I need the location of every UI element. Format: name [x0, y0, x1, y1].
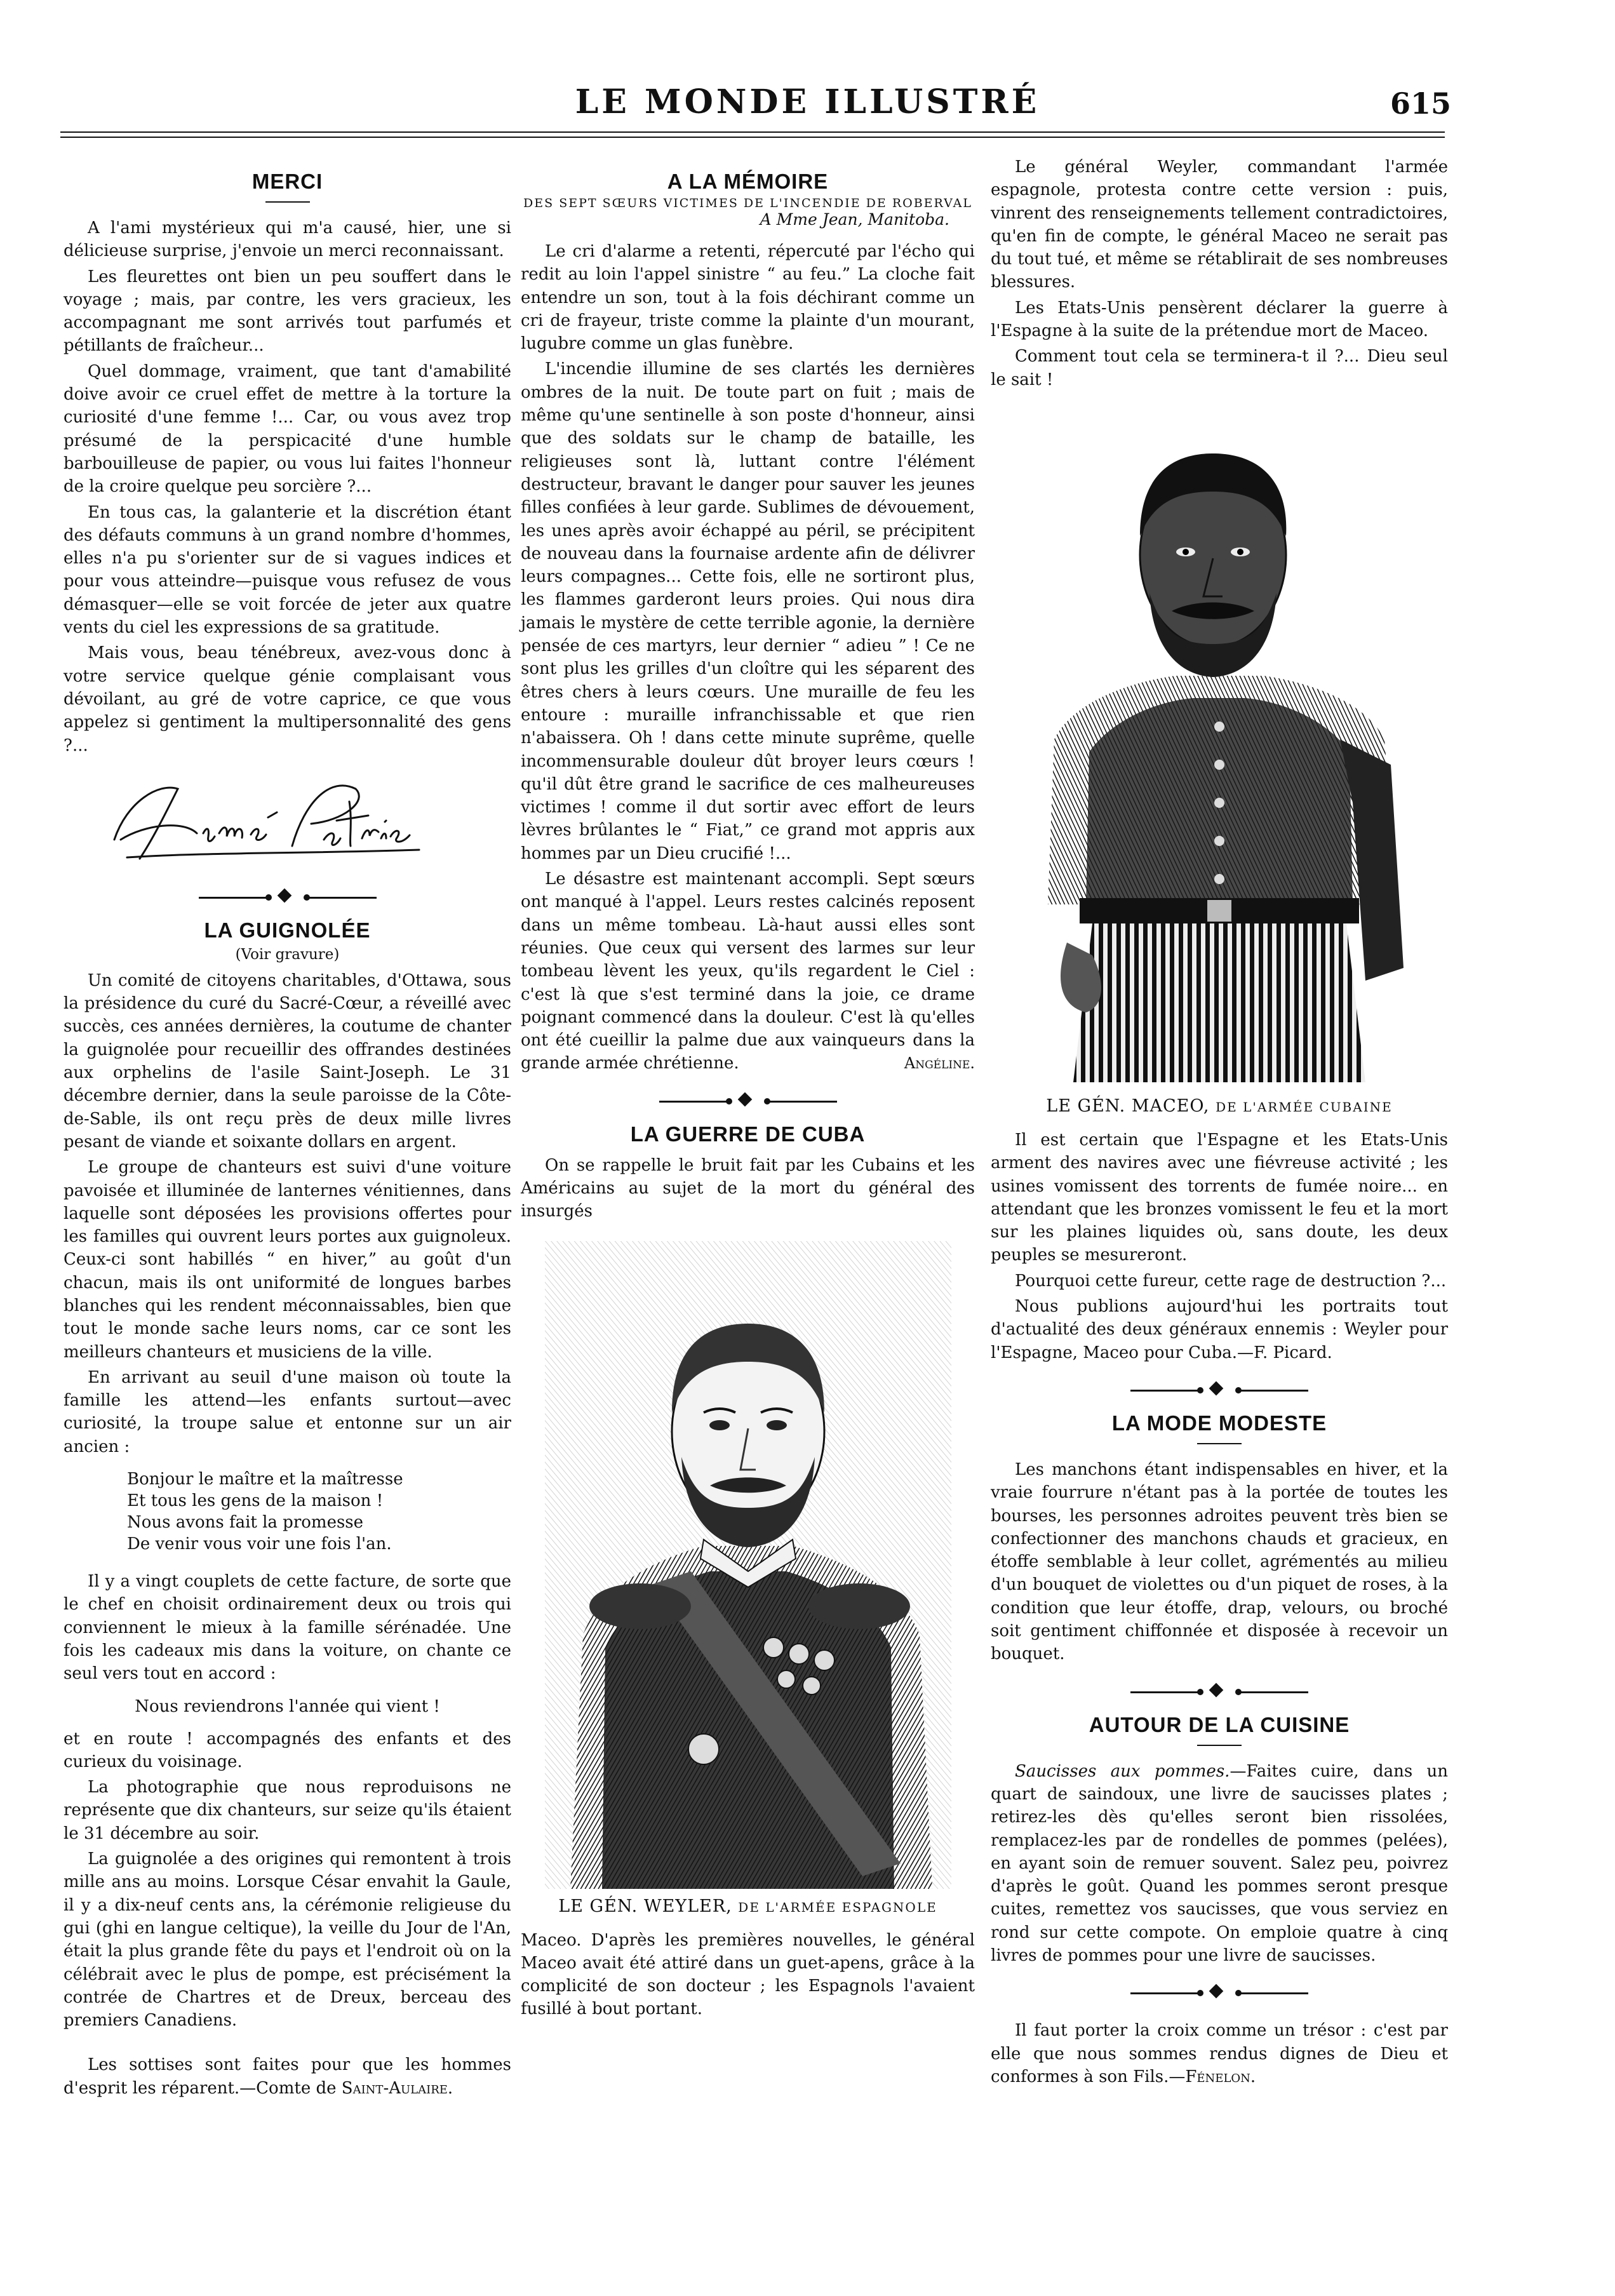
closing-quote	[64, 2053, 511, 2100]
cuisine-heading: AUTOUR DE LA CUISINE	[1089, 1712, 1350, 1736]
weyler-portrait-image	[545, 1241, 951, 1889]
memoire-heading: A LA MÉMOIRE	[667, 170, 829, 193]
guignolee-heading: LA GUIGNOLÉE	[204, 918, 371, 942]
merci-paragraph: A l'ami mystérieux qui m'a causé, hier, une si délicieuse surprise, j'envoie un merci reconnaissant.	[64, 218, 511, 261]
verse-line: Et tous les gens de la maison !	[127, 1491, 384, 1511]
section-ornament	[1130, 1685, 1308, 1699]
handwritten-signature	[102, 763, 457, 871]
cuba-paragraph: Le général Weyler, commandant l'armée espagnole, protesta contre cette version : puis, vinrent des renseignements tellement contradictoires, qu'en fin de compte, le général Maceo ne serait pas du tout tué, et même se rétablirait de ses nombreuses blessures.	[991, 158, 1448, 292]
recipe-title: Saucisses aux pommes.	[1015, 1761, 1230, 1781]
quote-author: Fénelon.	[1185, 2067, 1256, 2086]
section-ornament	[1130, 1986, 1308, 2000]
heading-rule	[1197, 1745, 1242, 1746]
heading-rule	[1197, 1443, 1242, 1444]
weyler-caption-sub: DE L'ARMÉE ESPAGNOLE	[738, 1899, 937, 1915]
memoire-paragraph: L'incendie illumine de ses clartés les dernières ombres de la nuit. De toute part on fuit ; mais de même qu'une sentinelle à son poste d'honneur, ainsi que des soldats sur le champ de bataille, les religieuses sont là, luttant contre l'élément destructeur, bravant le danger pour sauver les jeunes filles confiées à leur garde. Sublimes de dévouement, les unes après avoir échappé au péril, se précipitent de nouveau dans la fournaise ardente afin de délivrer leurs compagnes... Cette fois, elle ne sortiront plus, les flammes garderont leurs proies. Qui nous dira jamais le mystère de cette terrible agonie, la dernière pensée de ces martyrs, leur dernier “ adieu ” ! Ce ne sont plus les grilles d'un cloître qui les séparent des êtres chers à leurs cœurs. Une muraille de feu les entoure : muraille infranchissable et que rien n'abaissera. Oh ! dans cette minute suprême, quelle incommensurable douleur dût broyer leurs cœurs ! qu'il dût être grand le sacrifice de ces malheureuses victimes ! comme il dut sortir avec effort de leurs lèvres brûlantes le “ Fiat,” ce grand mot appris aux hommes par un Dieu crucifié !...	[521, 359, 975, 863]
closing-quote	[991, 2019, 1448, 2088]
verse-line: De venir vous voir une fois l'an.	[127, 1534, 392, 1554]
section-ornament	[1130, 1383, 1308, 1397]
masthead-title: LE MONDE ILLUSTRÉ	[575, 83, 1040, 121]
quote-author: Saint-Aulaire.	[341, 2078, 453, 2098]
guignolee-paragraph: En arrivant au seuil d'une maison où toute la famille les attend—les enfants surtout—avec curiosité, la troupe salue et entonne sur un air ancien :	[64, 1367, 511, 1456]
section-ornament	[199, 890, 377, 904]
verse-line: Bonjour le maître et la maîtresse	[127, 1470, 403, 1489]
cuba-paragraph: Nous publions aujourd'hui les portraits tout d'actualité des deux généraux ennemis : Weyler pour l'Espagne, Maceo pour Cuba.—F. Picard.	[991, 1297, 1448, 1362]
maceo-portrait-image	[1010, 409, 1429, 1089]
quote-text: Les sottises sont faites pour que les hommes d'esprit les réparent.—Comte de	[64, 2055, 511, 2098]
section-ornament	[659, 1094, 837, 1108]
quote-text: Il faut porter la croix comme un trésor : c'est par elle que nous sommes rendus dignes de Dieu et conformes à son Fils.—	[991, 2021, 1448, 2086]
merci-paragraph: Mais vous, beau ténébreux, avez-vous donc à votre service quelque génie complaisant vous dévoilant, au gré de votre caprice, ce que vous appelez si gentiment la multipersonnalité des gens ?...	[64, 643, 511, 755]
maceo-caption-sub: DE L'ARMÉE CUBAINE	[1216, 1099, 1393, 1115]
header-rule	[60, 131, 1445, 138]
mode-paragraph: Les manchons étant indispensables en hiver, et la vraie fourrure n'étant pas à la portée de toutes les bourses, les personnes adroites peuvent très bien se confectionner des manchons chauds et gracieux, en étoffe semblable à leur collet, agrémentés au milieu d'un bouquet de violettes ou d'un piquet de roses, à la condition que leur étoffe, drap, velours, ou broché soit gentiment chiffonnée et disposée à recevoir un bouquet.	[991, 1460, 1448, 1664]
memoire-dedicatee: A Mme Jean, Manitoba.	[760, 210, 949, 229]
cuba-paragraph: Les Etats-Unis pensèrent déclarer la guerre à l'Espagne à la suite de la prétendue mort de Maceo.	[991, 298, 1448, 341]
guignolee-paragraph: et en route ! accompagnés des enfants et des curieux du voisinage.	[64, 1729, 511, 1771]
merci-paragraph: Les fleurettes ont bien un peu souffert dans le voyage ; mais, par contre, les vers gracieux, les accompagnant me sont arrivés tout parfumés et pétillants de fraîcheur...	[64, 267, 511, 356]
heading-rule	[265, 201, 310, 203]
cuisine-paragraph	[991, 1760, 1448, 1968]
cuba-paragraph: Pourquoi cette fureur, cette rage de destruction ?...	[1015, 1271, 1447, 1291]
merci-paragraph: En tous cas, la galanterie et la discrétion étant des défauts communs à un grand nombre d'hommes, elles n'a pu s'orienter sur de si vagues indices et pour vous atteindre—puisque vous refusez de vous démasquer—elle se voit forcée de jeter aux quatre vents du ciel les expressions de sa gratitude.	[64, 502, 511, 638]
memoire-author: Angéline.	[904, 1054, 975, 1073]
guignolee-paragraph: Un comité de citoyens charitables, d'Ottawa, sous la présidence du curé du Sacré-Cœur, a réveillé avec succès, ces années dernières, la coutume de chanter la guignolée pour recueillir des offrandes destinées aux orphelins de l'asile Saint-Joseph. Le 31 décembre dernier, dans la seule paroisse de la Côte-de-Sable, ils ont reçu près de deux mille livres pesant de viande et soixante dollars en argent.	[64, 970, 511, 1151]
cuba-paragraph: Il est certain que l'Espagne et les Etats-Unis arment des navires avec une fiévreuse activité ; les usines vomissent des torrents de fumée noire... en attendant que les bronzes vomissent le feu et la mort sur les plaines liquides où, sans doute, les deux peuples se mesureront.	[991, 1130, 1448, 1265]
maceo-caption-name: LE GÉN. MACEO,	[1046, 1096, 1210, 1116]
weyler-caption-name: LE GÉN. WEYLER,	[558, 1896, 732, 1916]
guignolee-paragraph: Il y a vingt couplets de cette facture, de sorte que le chef en choisit ordinairement deux ou trois qui conviennent le mieux à la famille sérénadée. Une fois les cadeaux mis dans la voiture, on chante ce seul vers tout en accord :	[64, 1572, 511, 1684]
weyler-caption	[521, 1897, 975, 1916]
mode-heading: LA MODE MODESTE	[1111, 1411, 1327, 1435]
page-number: 615	[1390, 86, 1451, 121]
song-refrain: Nous reviendrons l'année qui vient !	[135, 1696, 440, 1716]
verse-line: Nous avons fait la promesse	[127, 1513, 364, 1533]
merci-heading: MERCI	[251, 170, 323, 193]
cuba-heading: LA GUERRE DE CUBA	[630, 1122, 866, 1146]
memoire-dedication: DES SEPT SŒURS VICTIMES DE L'INCENDIE DE ROBERVAL	[523, 196, 972, 210]
merci-paragraph: Quel dommage, vraiment, que tant d'amabilité doive avoir ce cruel effet de mettre à la torture la curiosité d'une femme !... Car, ou vous avez trop présumé de la perspicacité d'une humble barbouilleuse de papier, ou vous lui faites l'honneur de la croire quelque peu sorcière ?...	[64, 361, 511, 497]
column-3	[991, 156, 1448, 2091]
memoire-text: Le désastre est maintenant accompli. Sept sœurs ont manqué à l'appel. Leurs restes calcinés reposent dans un même tombeau. Là-haut aussi elles sont réunies. Que ceux qui versent des larmes sur leur tombeau lèvent les yeux, qu'ils regardent le Ciel : c'est là que s'est terminé dans la joie, ce drame poignant commencé dans la douleur. C'est là qu'elles ont été cueillir la palme due aux vainqueurs dans la grande armée chrétienne.	[521, 869, 975, 1073]
guignolee-paragraph: La guignolée a des origines qui remontent à trois mille ans au moins. Lorsque César envahit la Gaule, il y a dix-neuf cents ans, la cérémonie religieuse du gui (ghi en langue celtique), la veille du Jour de l'An, était la plus grande fête du pays et l'endroit où on la célébrait avec le plus de pompe, est précisément la contrée de Chartres et de Dreux, berceau des premiers Canadiens.	[64, 1850, 511, 2031]
song-verse	[127, 1468, 511, 1555]
cuba-paragraph: Maceo. D'après les premières nouvelles, le général Maceo avait été attiré dans un guet-apens, grâce à la complicité de son docteur ; les Espagnols l'avaient fusillé à bout portant.	[521, 1930, 975, 2019]
recipe-text: —Faites cuire, dans un quart de saindoux, une livre de saucisses plates ; retirez-les dès qu'elles seront bien rissolées, remplacez-les par de rondelles de pommes (pelées), en ayant soin de remuer souvent. Salez peu, poivrez d'après le goût. Quand les pommes seront presque cuites, remettez vos saucisses, que vous serviez en rond sur cette compote. On emploie quatre à cinq livres de pommes pour une livre de saucisses.	[991, 1761, 1448, 1965]
cuba-intro: On se rappelle le bruit fait par les Cubains et les Américains au sujet de la mort du général des insurgés	[521, 1155, 975, 1221]
cuba-paragraph: Comment tout cela se terminera-t il ?... Dieu seul le sait !	[991, 347, 1448, 389]
memoire-paragraph	[521, 868, 975, 1075]
column-1	[64, 156, 511, 2102]
column-2	[521, 156, 975, 2024]
guignolee-subheading: (Voir gravure)	[235, 946, 340, 963]
maceo-caption	[991, 1096, 1448, 1116]
guignolee-paragraph: Le groupe de chanteurs est suivi d'une voiture pavoisée et illuminée de lanternes vénitiennes, dans laquelle sont déposées les provisions offertes pour les familles qui ouvrent leurs portes aux guignoleux. Ceux-ci sont habillés “ en hiver,” au goût d'un chacun, mais ils ont uniformité de longues barbes blanches qui les rendent méconnaissables, bien que tout le monde sache leurs noms, car ce sont les meilleurs chanteurs et musiciens de la ville.	[64, 1158, 511, 1362]
guignolee-paragraph: La photographie que nous reproduisons ne représente que dix chanteurs, sur seize qu'ils étaient le 31 décembre au soir.	[64, 1778, 511, 1843]
memoire-paragraph: Le cri d'alarme a retenti, répercuté par l'écho qui redit au loin l'appel sinistre “ au feu.” La cloche fait entendre un son, tout à la fois déchirant comme un cri de frayeur, triste comme la plainte d'un mourant, lugubre comme un glas funèbre.	[521, 242, 975, 354]
